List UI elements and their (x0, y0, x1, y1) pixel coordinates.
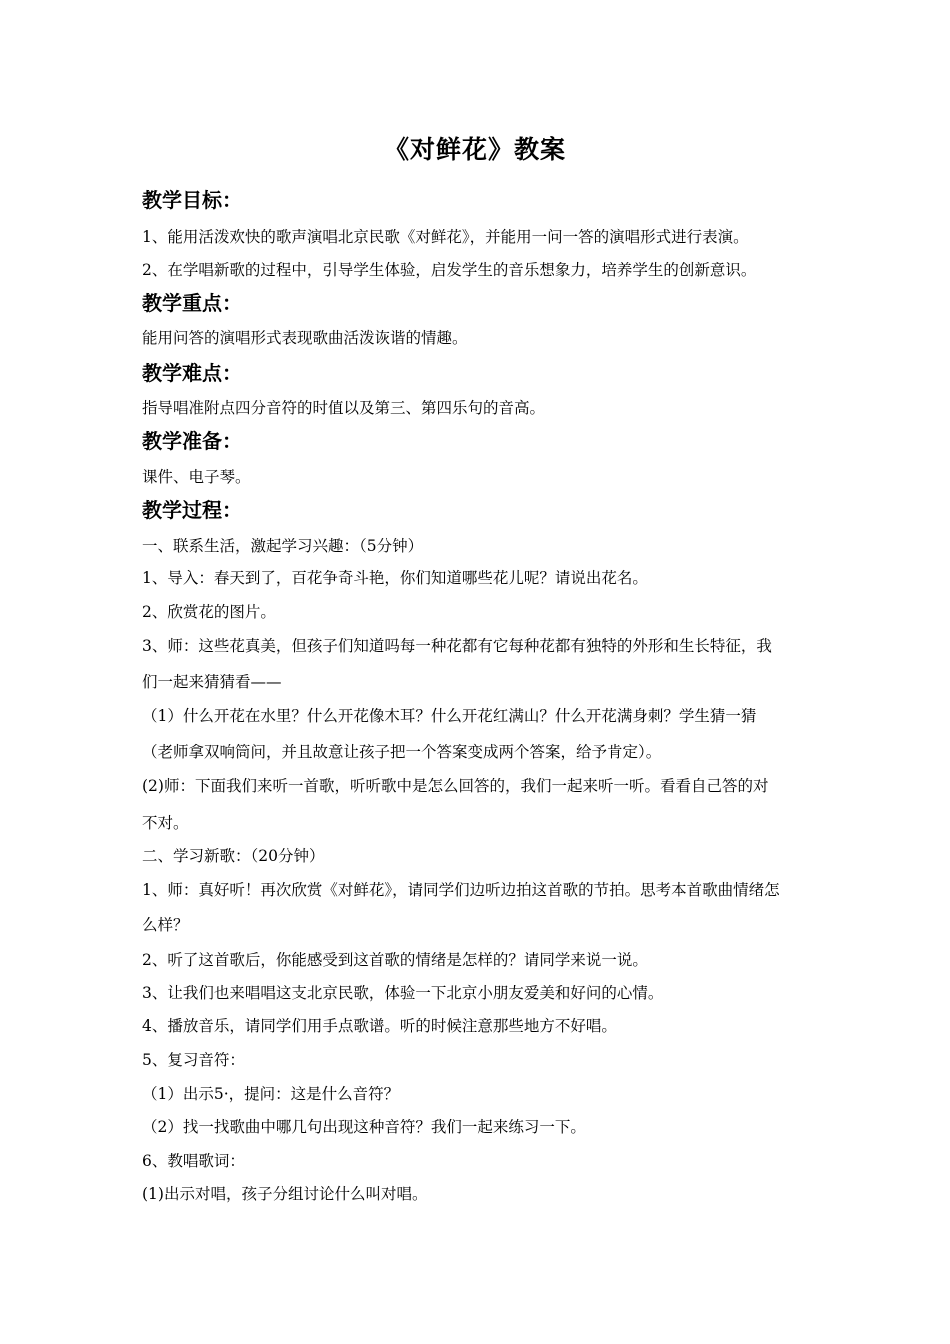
preparation-line-1: 课件、电子琴。 (142, 468, 251, 486)
process-line-15: 4、播放音乐，请同学们用手点歌谱。听的时候注意那些地方不好唱。 (142, 1017, 617, 1035)
process-line-7: （老师拿双响筒问，并且故意让孩子把一个答案变成两个答案，给予肯定）。 (142, 743, 662, 761)
objectives-line-1: 1、能用活泼欢快的歌声演唱北京民歌《对鲜花》，并能用一问一答的演唱形式进行表演。 (142, 228, 749, 246)
process-line-3: 2、欣赏花的图片。 (142, 603, 276, 621)
difficulties-line-1: 指导唱准附点四分音符的时值以及第三、第四乐句的音高。 (142, 399, 546, 417)
section-heading-key-points: 教学重点： (142, 291, 242, 315)
process-line-13: 2、听了这首歌后，你能感受到这首歌的情绪是怎样的？请同学来说一说。 (142, 951, 648, 969)
process-line-9: 不对。 (142, 814, 189, 832)
document-title: 《对鲜花》教案 (383, 135, 566, 164)
process-line-20: (1)出示对唱，孩子分组讨论什么叫对唱。 (142, 1185, 428, 1203)
process-line-1: 一、联系生活，激起学习兴趣：（5分钟） (142, 537, 424, 555)
process-line-18: （2）找一找歌曲中哪几句出现这种音符？我们一起来练习一下。 (142, 1118, 586, 1136)
objectives-line-2: 2、在学唱新歌的过程中，引导学生体验，启发学生的音乐想象力，培养学生的创新意识。 (142, 261, 757, 279)
section-heading-process: 教学过程： (142, 498, 242, 522)
process-line-5: 们一起来猜猜看—— (142, 673, 282, 691)
process-line-4: 3、师：这些花真美，但孩子们知道吗每一种花都有它每种花都有独特的外形和生长特征，我 (142, 637, 772, 655)
process-line-14: 3、让我们也来唱唱这支北京民歌，体验一下北京小朋友爱美和好问的心情。 (142, 984, 664, 1002)
process-line-16: 5、复习音符： (142, 1051, 245, 1069)
process-line-10: 二、学习新歌：（20分钟） (142, 847, 325, 865)
section-heading-difficulties: 教学难点： (142, 361, 242, 385)
section-heading-objectives: 教学目标： (142, 188, 242, 212)
process-line-12: 么样？ (142, 916, 189, 934)
process-line-11: 1、师：真好听！再次欣赏《对鲜花》，请同学们边听边拍这首歌的节拍。思考本首歌曲情绪怎 (142, 881, 780, 899)
section-heading-preparation: 教学准备： (142, 429, 242, 453)
key-points-line-1: 能用问答的演唱形式表现歌曲活泼诙谐的情趣。 (142, 329, 468, 347)
process-line-2: 1、导入：春天到了，百花争奇斗艳，你们知道哪些花儿呢？请说出花名。 (142, 569, 648, 587)
process-line-6: （1）什么开花在水里？什么开花像木耳？什么开花红满山？什么开花满身刺？学生猜一猜 (142, 707, 757, 725)
process-line-19: 6、教唱歌词： (142, 1152, 245, 1170)
process-line-17: （1）出示5·，提问：这是什么音符？ (142, 1085, 400, 1103)
process-line-8: (2)师：下面我们来听一首歌，听听歌中是怎么回答的，我们一起来听一听。看看自己答的对 (142, 777, 769, 795)
